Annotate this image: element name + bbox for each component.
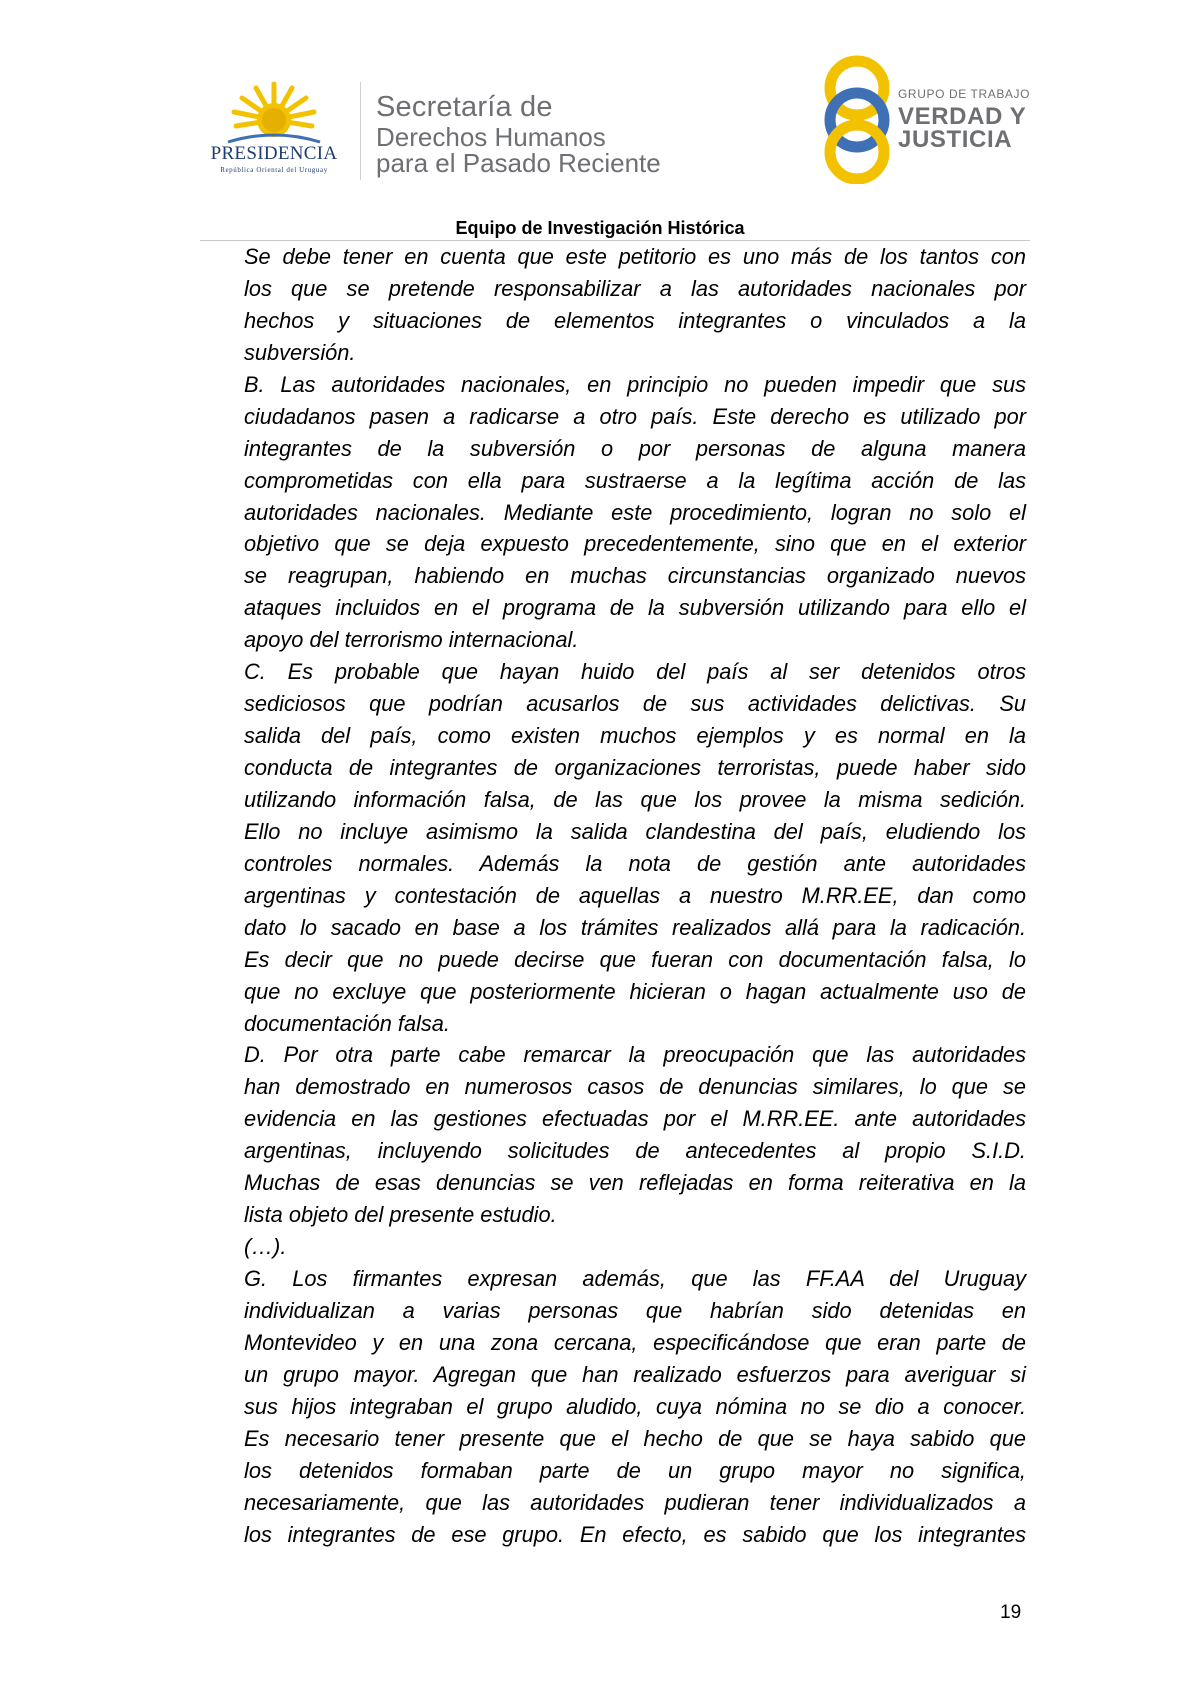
verdad-label: VERDAD Y [898,103,1027,130]
text-line: individualizan a varias personas que habrían sido detenidas en [244,1297,1026,1323]
text-line: objetivo que se deja expuesto precedentemente, sino que en el exterior [244,531,1026,557]
text-line: documentación falsa. [244,1010,450,1036]
text-line: sus hijos integraban el grupo aludido, cuya nómina no se dio a conocer. [244,1393,1026,1419]
text-line: han demostrado en numerosos casos de denuncias similares, lo que se [244,1074,1026,1100]
grupo-trabajo-label: GRUPO DE TRABAJO [898,87,1031,101]
document-body [244,241,1026,1550]
text-line: salida del país, como existen muchos ejemplos y es normal en la [244,723,1026,749]
text-line: los detenidos formaban parte de un grupo mayor no significa, [244,1457,1026,1483]
text-line: C. Es probable que hayan huido del país al ser detenidos otros [244,659,1026,685]
text-line: Es necesario tener presente que el hecho de que se haya sabido que [244,1425,1026,1451]
text-line: comprometidas con ella para sustraerse a la legítima acción de las [244,467,1026,493]
text-line: Ello no incluye asimismo la salida clandestina del país, eludiendo los [244,818,1026,844]
text-line: conducta de integrantes de organizaciones terroristas, puede haber sido [244,755,1026,780]
text-line: necesariamente, que las autoridades pudieran tener individualizados a [244,1489,1026,1515]
text-line: se reagrupan, habiendo en muchas circunstancias organizado nuevos [244,563,1026,589]
secretaria-title-line3: para el Pasado Reciente [376,148,661,178]
text-line: argentinas y contestación de aquellas a nuestro M.RR.EE, dan como [244,882,1026,908]
text-line: los que se pretende responsabilizar a las autoridades nacionales por [244,275,1026,301]
text-line: hechos y situaciones de elementos integrantes o vinculados a la [244,307,1026,333]
presidencia-logo [196,80,352,180]
text-line: dato lo sacado en base a los trámites realizados allá para la radicación. [244,914,1026,940]
text-line: lista objeto del presente estudio. [244,1202,557,1228]
verdad-justicia-logo-icon [822,54,892,184]
secretaria-title-line2: Derechos Humanos [376,122,606,152]
text-line: D. Por otra parte cabe remarcar la preocupación que las autoridades [244,1042,1026,1068]
text-line: Se debe tener en cuenta que este petitorio es uno más de los tantos con [244,244,1026,269]
text-line: utilizando información falsa, de las que los provee la misma sedición. [244,786,1026,812]
text-line: B. Las autoridades nacionales, en principio no pueden impedir que sus [244,371,1026,397]
text-line: argentinas, incluyendo solicitudes de antecedentes al propio S.I.D. [244,1138,1026,1164]
text-line: apoyo del terrorismo internacional. [244,627,579,653]
text-line: G. Los firmantes expresan además, que las FF.AA del Uruguay [244,1266,1026,1291]
text-line: evidencia en las gestiones efectuadas por el M.RR.EE. ante autoridades [244,1106,1026,1132]
sun-emblem-icon [226,80,322,146]
text-line: controles normales. Además la nota de gestión ante autoridades [244,850,1026,876]
text-line: subversión. [244,339,356,365]
header-divider [360,82,361,180]
text-line: los integrantes de ese grupo. En efecto, es sabido que los integrantes [244,1521,1026,1547]
republica-label: República Oriental del Uruguay [220,166,328,174]
secretaria-title-line1: Secretaría de [376,91,553,123]
text-line: Muchas de esas denuncias se ven reflejadas en forma reiterativa en la [244,1170,1026,1196]
page-number: 19 [1000,1602,1022,1623]
text-line: autoridades nacionales. Mediante este procedimiento, logran no solo el [244,499,1026,525]
text-line: ciudadanos pasen a radicarse a otro país. Este derecho es utilizado por [244,403,1026,429]
team-title: Equipo de Investigación Histórica [455,218,745,238]
text-line: integrantes de la subversión o por personas de alguna manera [244,435,1026,461]
text-line: Es decir que no puede decirse que fueran con documentación falsa, lo [244,946,1026,972]
text-line: (…). [244,1234,287,1260]
text-line: Montevideo y en una zona cercana, especificándose que eran parte de [244,1329,1026,1355]
text-line: que no excluye que posteriormente hicieran o hagan actualmente uso de [244,978,1026,1004]
presidencia-label: PRESIDENCIA [210,143,338,164]
justicia-label: JUSTICIA [898,126,1013,153]
text-line: ataques incluidos en el programa de la subversión utilizando para ello el [244,595,1026,621]
text-line: sediciosos que podrían acusarlos de sus actividades delictivas. Su [244,691,1026,717]
text-line: un grupo mayor. Agregan que han realizado esfuerzos para averiguar si [244,1361,1026,1387]
